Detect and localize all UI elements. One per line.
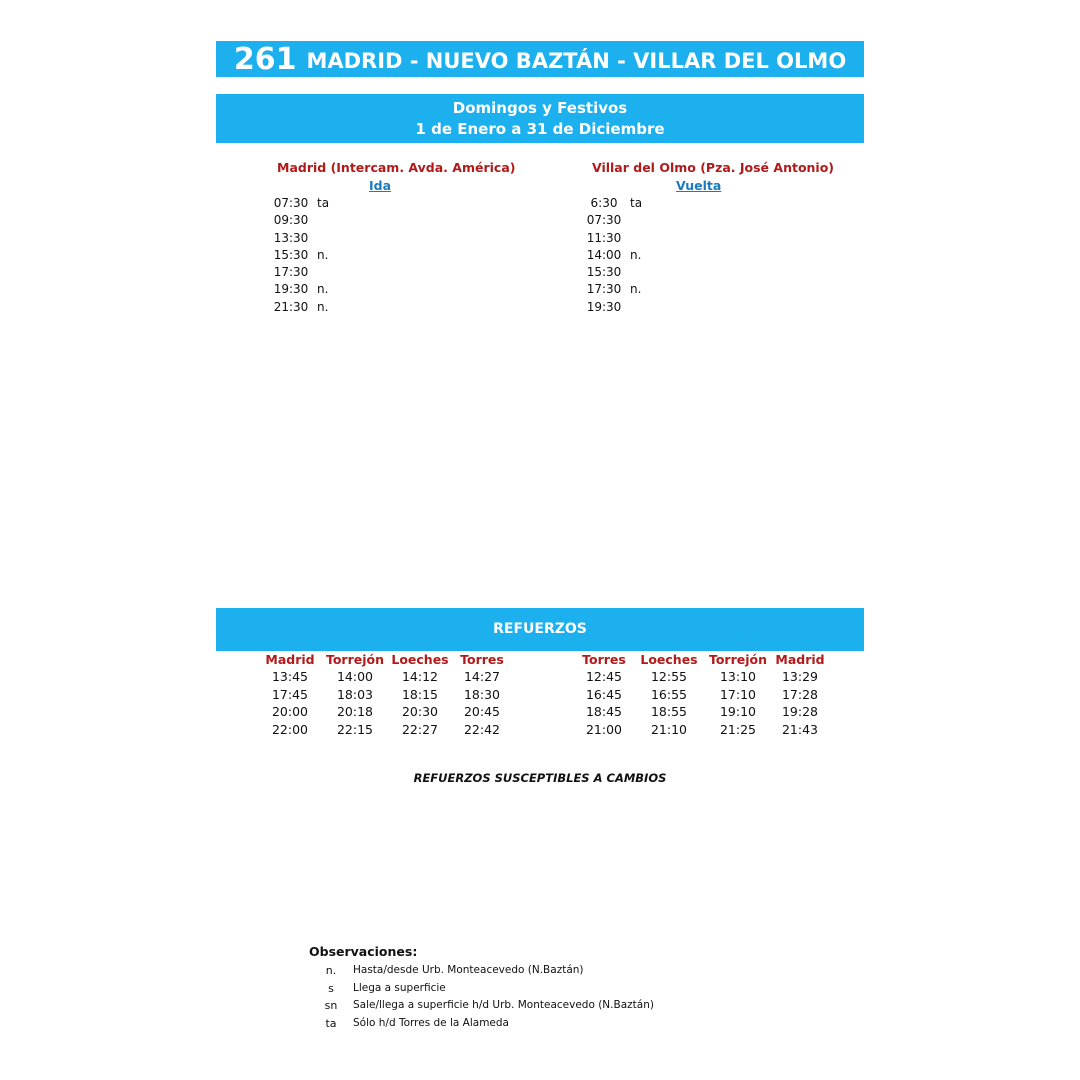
departure-row	[578, 281, 670, 298]
route-title: MADRID - NUEVO BAZTÁN - VILLAR DEL OLMO	[306, 49, 847, 73]
departure-note: ta	[630, 196, 643, 210]
column-header: Loeches	[391, 652, 449, 667]
table-row	[258, 668, 512, 686]
table-cell: 20:30	[401, 704, 439, 719]
observation-code: n.	[325, 964, 337, 977]
table-cell: 21:25	[719, 721, 757, 737]
departure-row	[578, 230, 670, 247]
table-cell: 18:30	[463, 686, 501, 702]
departure-note: n.	[630, 282, 642, 297]
departure-time: 07:30	[273, 196, 309, 210]
observation-text: Sale/llega a superficie h/d Urb. Monteacevedo (N.Baztán)	[353, 999, 654, 1011]
table-cell: 16:55	[650, 686, 688, 702]
table-header-row	[574, 651, 828, 668]
observation-item	[309, 1015, 654, 1033]
departure-note: n.	[317, 282, 329, 297]
ida-link[interactable]: Ida	[369, 178, 392, 193]
refuerzos-inbound-table	[574, 651, 828, 738]
departure-row	[265, 299, 357, 316]
observation-text: Llega a superficie	[353, 981, 446, 994]
departure-note	[317, 212, 357, 229]
departure-time: 19:30	[586, 299, 622, 314]
table-cell: 17:10	[719, 686, 757, 702]
departure-time: 07:30	[586, 213, 622, 228]
observation-text: Sólo h/d Torres de la Alameda	[353, 1016, 509, 1029]
column-header: Madrid	[265, 652, 315, 667]
observation-item	[309, 997, 654, 1015]
departure-row	[578, 299, 670, 316]
table-cell: 18:15	[401, 686, 439, 702]
departure-time: 14:00	[586, 247, 622, 262]
vuelta-origin-heading: Villar del Olmo (Pza. José Antonio)	[592, 160, 835, 175]
table-cell: 12:45	[585, 669, 623, 684]
table-cell: 18:55	[650, 704, 688, 719]
table-cell: 19:10	[719, 704, 757, 719]
ida-origin-heading: Madrid (Intercam. Avda. América)	[277, 160, 516, 175]
departure-note: n.	[317, 247, 329, 262]
table-cell: 22:42	[463, 721, 501, 737]
departure-row	[578, 212, 670, 229]
table-row	[574, 703, 828, 721]
refuerzos-bar: REFUERZOS	[216, 608, 864, 651]
service-days: Domingos y Festivos	[452, 99, 628, 117]
observation-item	[309, 980, 654, 998]
departure-note	[317, 264, 357, 281]
departure-time: 09:30	[273, 213, 309, 228]
table-cell: 18:03	[336, 686, 374, 702]
table-cell: 17:45	[271, 686, 309, 702]
vuelta-schedule	[578, 195, 670, 316]
observation-code: sn	[324, 999, 338, 1012]
departure-row	[265, 195, 357, 212]
table-cell: 13:10	[719, 669, 757, 684]
observations-title: Observaciones:	[309, 944, 418, 959]
table-cell: 20:00	[271, 704, 309, 719]
departure-note: ta	[317, 196, 330, 210]
departure-note: n.	[630, 247, 642, 262]
table-cell: 21:10	[650, 721, 688, 737]
table-cell: 13:29	[781, 669, 819, 684]
refuerzos-note: REFUERZOS SUSCEPTIBLES A CAMBIOS	[413, 771, 667, 785]
departure-time: 11:30	[586, 230, 622, 245]
route-title-bar	[216, 41, 864, 77]
column-header: Torres	[460, 652, 504, 667]
observation-code: ta	[325, 1016, 337, 1030]
departure-row	[265, 247, 357, 264]
departure-time: 15:30	[273, 247, 309, 262]
departure-note	[630, 212, 670, 229]
departure-time: 19:30	[273, 282, 309, 297]
table-cell: 17:28	[781, 686, 819, 702]
refuerzos-outbound-table	[258, 651, 512, 738]
departure-row	[265, 230, 357, 247]
column-header: Torres	[582, 652, 626, 667]
departure-time: 21:30	[273, 299, 309, 314]
line-number: 261	[233, 42, 297, 77]
service-dates: 1 de Enero a 31 de Diciembre	[415, 120, 665, 138]
table-cell: 20:45	[463, 704, 501, 719]
departure-note	[630, 230, 670, 247]
table-cell: 21:43	[781, 721, 819, 737]
service-period-bar	[216, 94, 864, 143]
table-row	[258, 721, 512, 739]
column-header: Madrid	[775, 652, 825, 667]
departure-note	[317, 230, 357, 247]
table-cell: 13:45	[271, 669, 309, 684]
table-cell: 18:45	[585, 704, 623, 719]
table-cell: 22:00	[271, 721, 309, 737]
observation-item	[309, 962, 654, 980]
departure-time: 13:30	[273, 230, 309, 245]
table-row	[258, 703, 512, 721]
table-row	[258, 686, 512, 704]
departure-row	[578, 264, 670, 281]
departure-row	[578, 195, 670, 212]
departure-note: n.	[317, 299, 329, 314]
table-cell: 12:55	[650, 669, 688, 684]
column-header: Torrejón	[325, 652, 385, 667]
departure-time: 6:30	[590, 196, 618, 210]
departure-time: 17:30	[273, 265, 309, 280]
table-cell: 16:45	[585, 686, 623, 702]
vuelta-link[interactable]: Vuelta	[676, 178, 722, 193]
table-cell: 20:18	[336, 704, 374, 719]
ida-schedule	[265, 195, 357, 316]
column-header: Torrejón	[708, 652, 768, 667]
column-header: Loeches	[640, 652, 698, 667]
table-cell: 14:12	[401, 669, 439, 684]
departure-row	[265, 264, 357, 281]
observation-code: s	[328, 981, 334, 995]
table-header-row	[258, 651, 512, 668]
departure-note	[630, 299, 670, 316]
table-cell: 14:00	[336, 669, 374, 684]
table-cell: 22:15	[336, 721, 374, 737]
observation-text: Hasta/desde Urb. Monteacevedo (N.Baztán)	[353, 964, 584, 976]
departure-row	[265, 281, 357, 298]
table-cell: 21:00	[585, 721, 623, 737]
departure-time: 15:30	[586, 265, 622, 280]
table-row	[574, 721, 828, 739]
observations-section	[309, 944, 654, 1032]
table-row	[574, 686, 828, 704]
table-row	[574, 668, 828, 686]
departure-row	[578, 247, 670, 264]
table-cell: 14:27	[463, 669, 501, 684]
departure-note	[630, 264, 670, 281]
table-cell: 19:28	[781, 704, 819, 719]
table-cell: 22:27	[401, 721, 439, 737]
departure-time: 17:30	[586, 282, 622, 297]
departure-row	[265, 212, 357, 229]
